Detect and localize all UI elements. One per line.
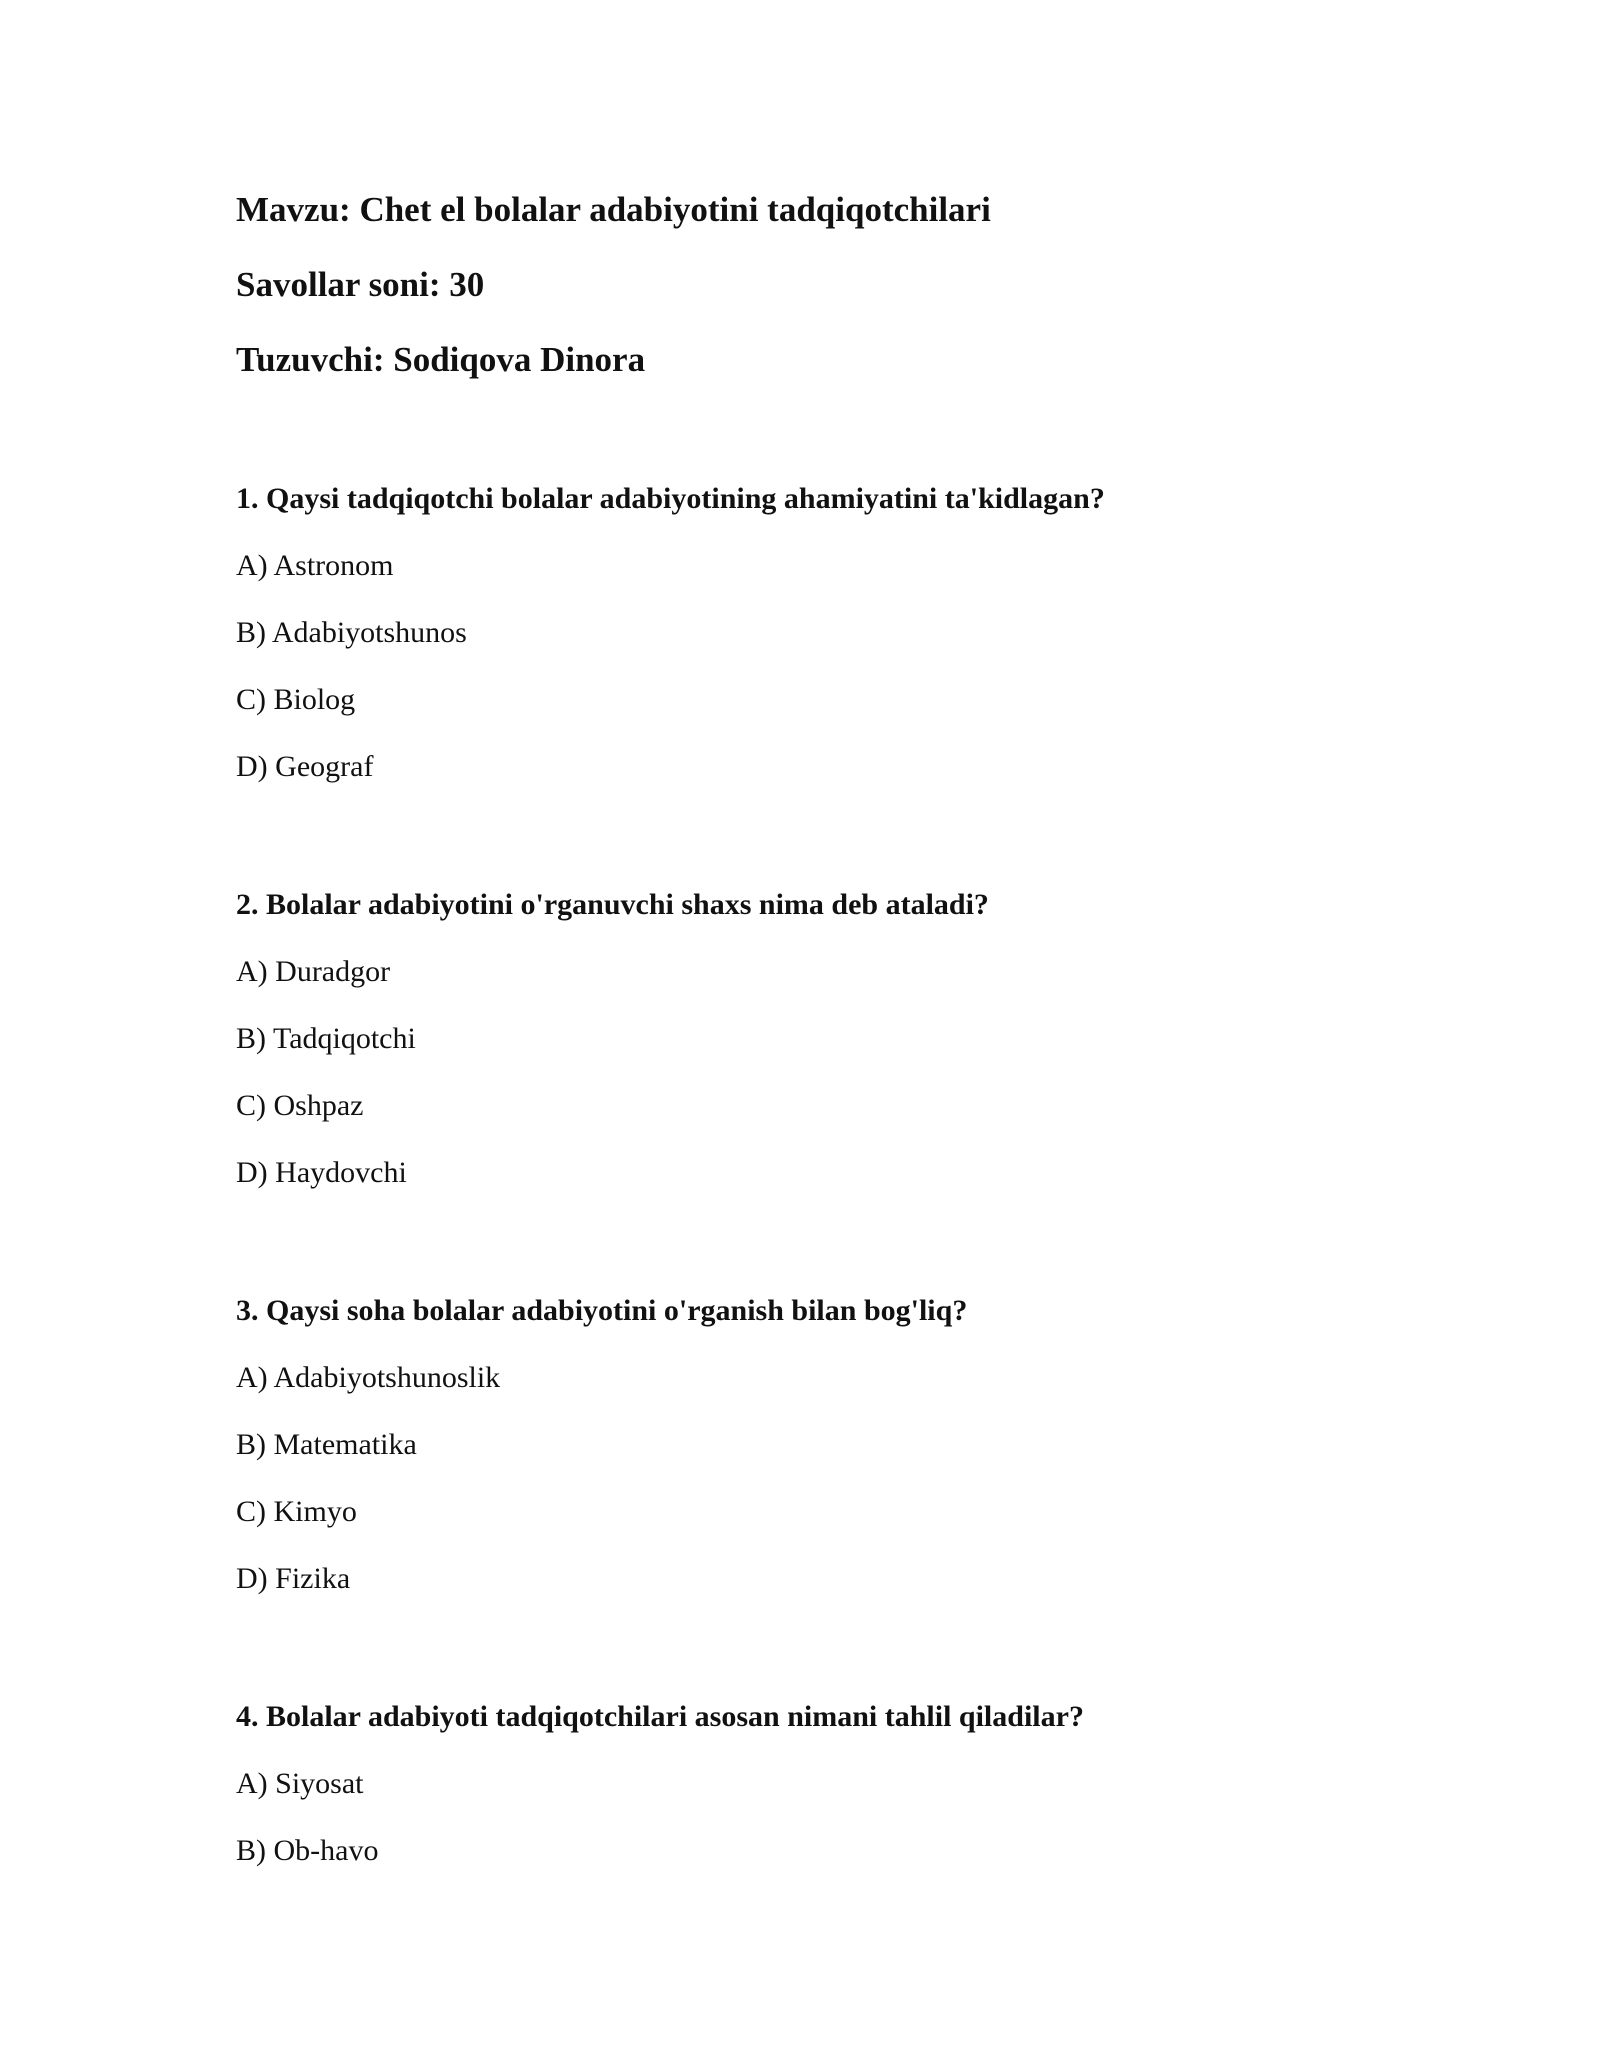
topic-heading: Mavzu: Chet el bolalar adabiyotini tadqiqotchilari xyxy=(236,190,991,229)
answer-option: D) Fizika xyxy=(236,1562,351,1595)
answer-option: B) Tadqiqotchi xyxy=(236,1022,416,1055)
answer-option: A) Adabiyotshunoslik xyxy=(236,1361,501,1394)
author-heading: Tuzuvchi: Sodiqova Dinora xyxy=(236,340,646,379)
answer-option: C) Kimyo xyxy=(236,1495,357,1528)
question-block xyxy=(236,481,1436,785)
answer-option: A) Siyosat xyxy=(236,1767,364,1800)
answer-option: B) Ob-havo xyxy=(236,1834,379,1867)
question-text: 2. Bolalar adabiyotini o'rganuvchi shaxs nima deb ataladi? xyxy=(236,888,989,921)
answer-option: C) Biolog xyxy=(236,683,356,716)
answer-option: A) Astronom xyxy=(236,549,394,582)
answer-option: D) Haydovchi xyxy=(236,1156,407,1189)
answer-option: B) Matematika xyxy=(236,1428,417,1461)
answer-option: D) Geograf xyxy=(236,750,374,783)
question-text: 3. Qaysi soha bolalar adabiyotini o'rganish bilan bog'liq? xyxy=(236,1294,968,1327)
question-text: 4. Bolalar adabiyoti tadqiqotchilari asosan nimani tahlil qiladilar? xyxy=(236,1700,1084,1733)
question-block xyxy=(236,1293,1436,1597)
question-block xyxy=(236,887,1436,1191)
answer-option: A) Duradgor xyxy=(236,955,391,988)
answer-option: B) Adabiyotshunos xyxy=(236,616,467,649)
answer-option: C) Oshpaz xyxy=(236,1089,364,1122)
question-block xyxy=(236,1699,1436,1869)
question-text: 1. Qaysi tadqiqotchi bolalar adabiyotining ahamiyatini ta'kidlagan? xyxy=(236,482,1105,515)
question-count-heading: Savollar soni: 30 xyxy=(236,265,485,304)
